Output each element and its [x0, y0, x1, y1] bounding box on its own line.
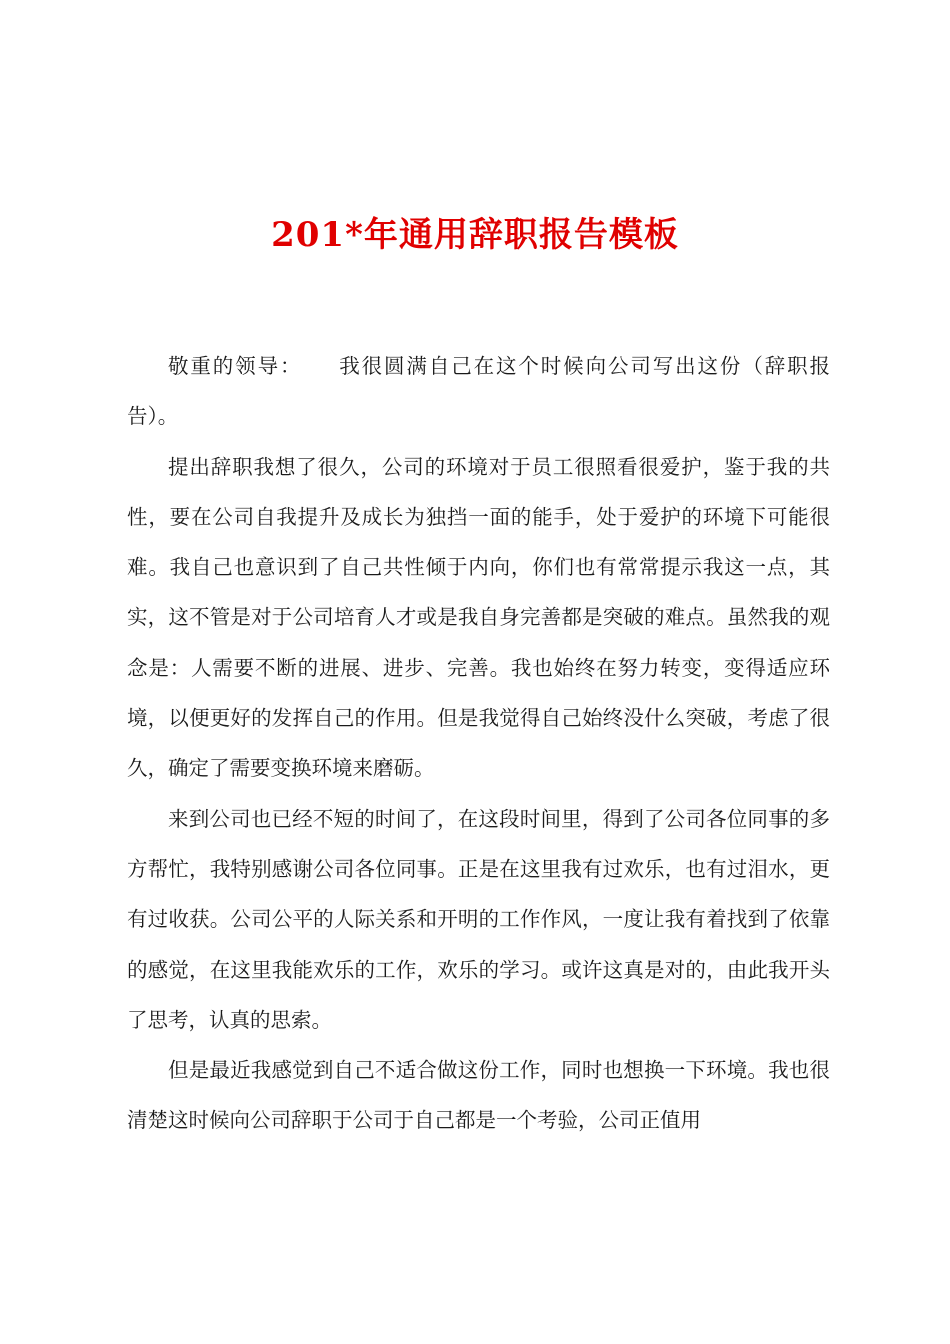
opening-paragraph [127, 341, 830, 442]
body-paragraph: 但是最近我感觉到自己不适合做这份工作，同时也想换一下环境。我也很清楚这时候向公司辞职于公司于自己都是一个考验，公司正值用 [127, 1058, 830, 1133]
opening-text: 我很圆满自己在这个时候向公司写出这份（辞职报告）。 [127, 354, 831, 429]
document-body [127, 341, 830, 1146]
body-paragraph: 来到公司也已经不短的时间了，在这段时间里，得到了公司各位同事的多方帮忙，我特别感谢公司各位同事。正是在这里我有过欢乐，也有过泪水，更有过收获。公司公平的人际关系和开明的工作作风，一度让我有着找到了依靠的感觉，在这里我能欢乐的工作，欢乐的学习。或许这真是对的，由此我开头了思考，认真的思索。 [127, 806, 830, 1032]
document-title: 201*年通用辞职报告模板 [271, 215, 679, 255]
body-paragraph: 提出辞职我想了很久，公司的环境对于员工很照看很爱护，鉴于我的共性，要在公司自我提升及成长为独挡一面的能手，处于爱护的环境下可能很难。我自己也意识到了自己共性倾于内向，你们也有常常提示我这一点，其实，这不管是对于公司培育人才或是我自身完善都是突破的难点。虽然我的观念是：人需要不断的进展、进步、完善。我也始终在努力转变，变得适应环境，以便更好的发挥自己的作用。但是我觉得自己始终没什么突破，考虑了很久，确定了需要变换环境来磨砺。 [127, 454, 830, 781]
salutation: 敬重的领导： [168, 354, 303, 378]
